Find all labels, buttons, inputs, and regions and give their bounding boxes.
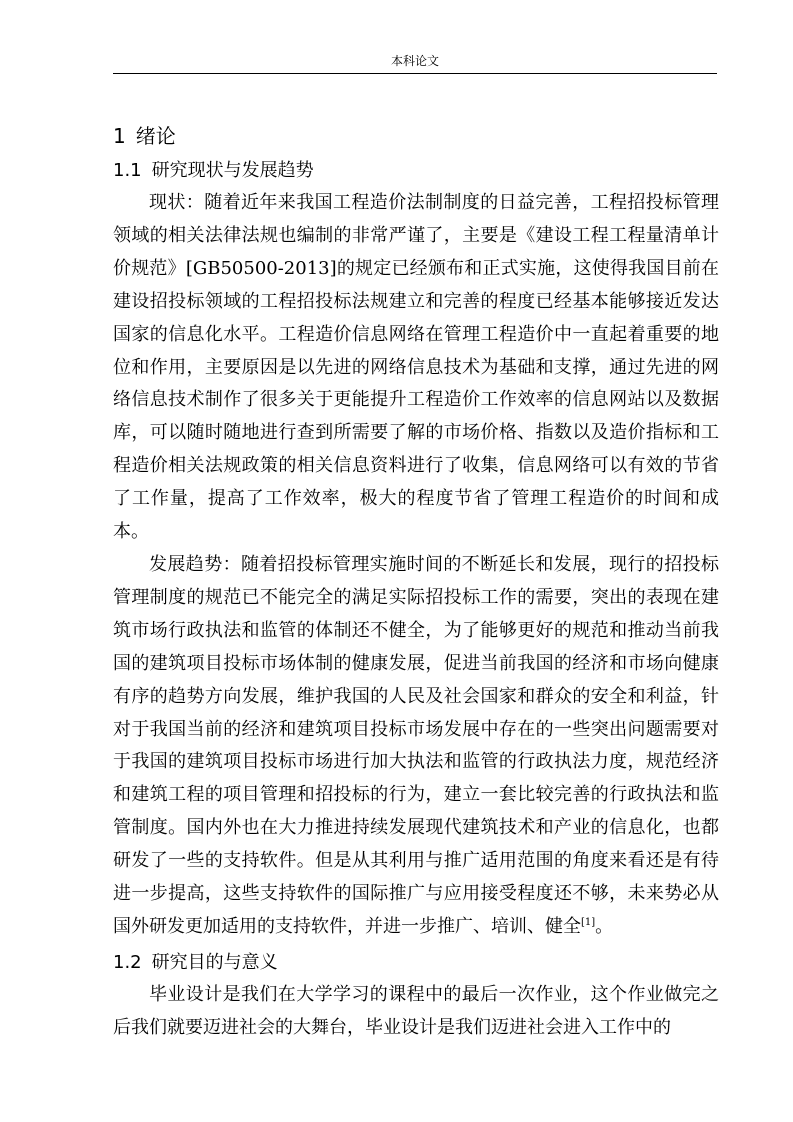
paragraph-status: 现状：随着近年来我国工程造价法制制度的日益完善，工程招投标管理领域的相关法律法规也编制的非常严谨了，主要是《建设工程工程量清单计价规范》[GB50500-2013]的规定已经颁布和正式实施，这使得我国目前在建设招投标领域的工程招投标法规建立和完善的程度已经基本能够接近发达国家的信息化水平。工程造价信息网络在管理工程造价中一直起着重要的地位和作用，主要原因是以先进的网络信息技术为基础和支撑，通过先进的网络信息技术制作了很多关于更能提升工程造价工作效率的信息网站以及数据库，可以随时随地进行查到所需要了解的市场价格、指数以及造价指标和工程造价相关法规政策的相关信息资料进行了收集，信息网络可以有效的节省了工作量，提高了工作效率，极大的程度节省了管理工程造价的时间和成本。 [113,192,719,543]
section-number: 1.2 [113,951,142,973]
running-header: 本科论文 [390,54,439,68]
section-title: 研究目的与意义 [151,951,278,973]
paragraph-trend-end: 。 [595,915,614,937]
chapter-title: 绪论 [135,124,176,148]
section-heading-1-2 [113,947,719,979]
paragraph-trend-text: 发展趋势：随着招投标管理实施时间的不断延长和发展，现行的招投标管理制度的规范已不能完全的满足实际招投标工作的需要，突出的表现在建筑市场行政执法和监管的体制还不健全，为了能够更好的规范和推动当前我国的建筑项目投标市场体制的健康发展，促进当前我国的经济和市场向健康有序的趋势方向发展，维护我国的人民及社会国家和群众的安全和利益，针对于我国当前的经济和建筑项目投标市场发展中存在的一些突出问题需要对于我国的建筑项目投标市场进行加大执法和监管的行政执法力度，规范经济和建筑工程的项目管理和招投标的行为，建立一套比较完善的行政执法和监管制度。国内外也在大力推进持续发展现代建筑技术和产业的信息化，也都研发了一些的支持软件。但是从其利用与推广适用范围的角度来看还是有待进一步提高，这些支持软件的国际推广与应用接受程度还不够，未来势必从国外研发更加适用的支持软件，并进一步推广、培训、健全 [113,553,719,937]
chapter-heading [113,120,719,152]
body-content [113,120,719,1045]
section-title: 研究现状与发展趋势 [151,160,314,181]
paragraph-purpose: 毕业设计是我们在大学学习的课程中的最后一次作业，这个作业做完之后我们就要迈进社会的大舞台，毕业设计是我们迈进社会进入工作中的 [113,983,719,1038]
section-heading-1-1 [113,155,719,187]
chapter-number: 1 [113,124,126,148]
paragraph-trend [113,549,719,944]
section-number: 1.1 [113,160,142,181]
header-rule [113,73,717,74]
citation-ref[interactable]: [1] [581,916,596,928]
